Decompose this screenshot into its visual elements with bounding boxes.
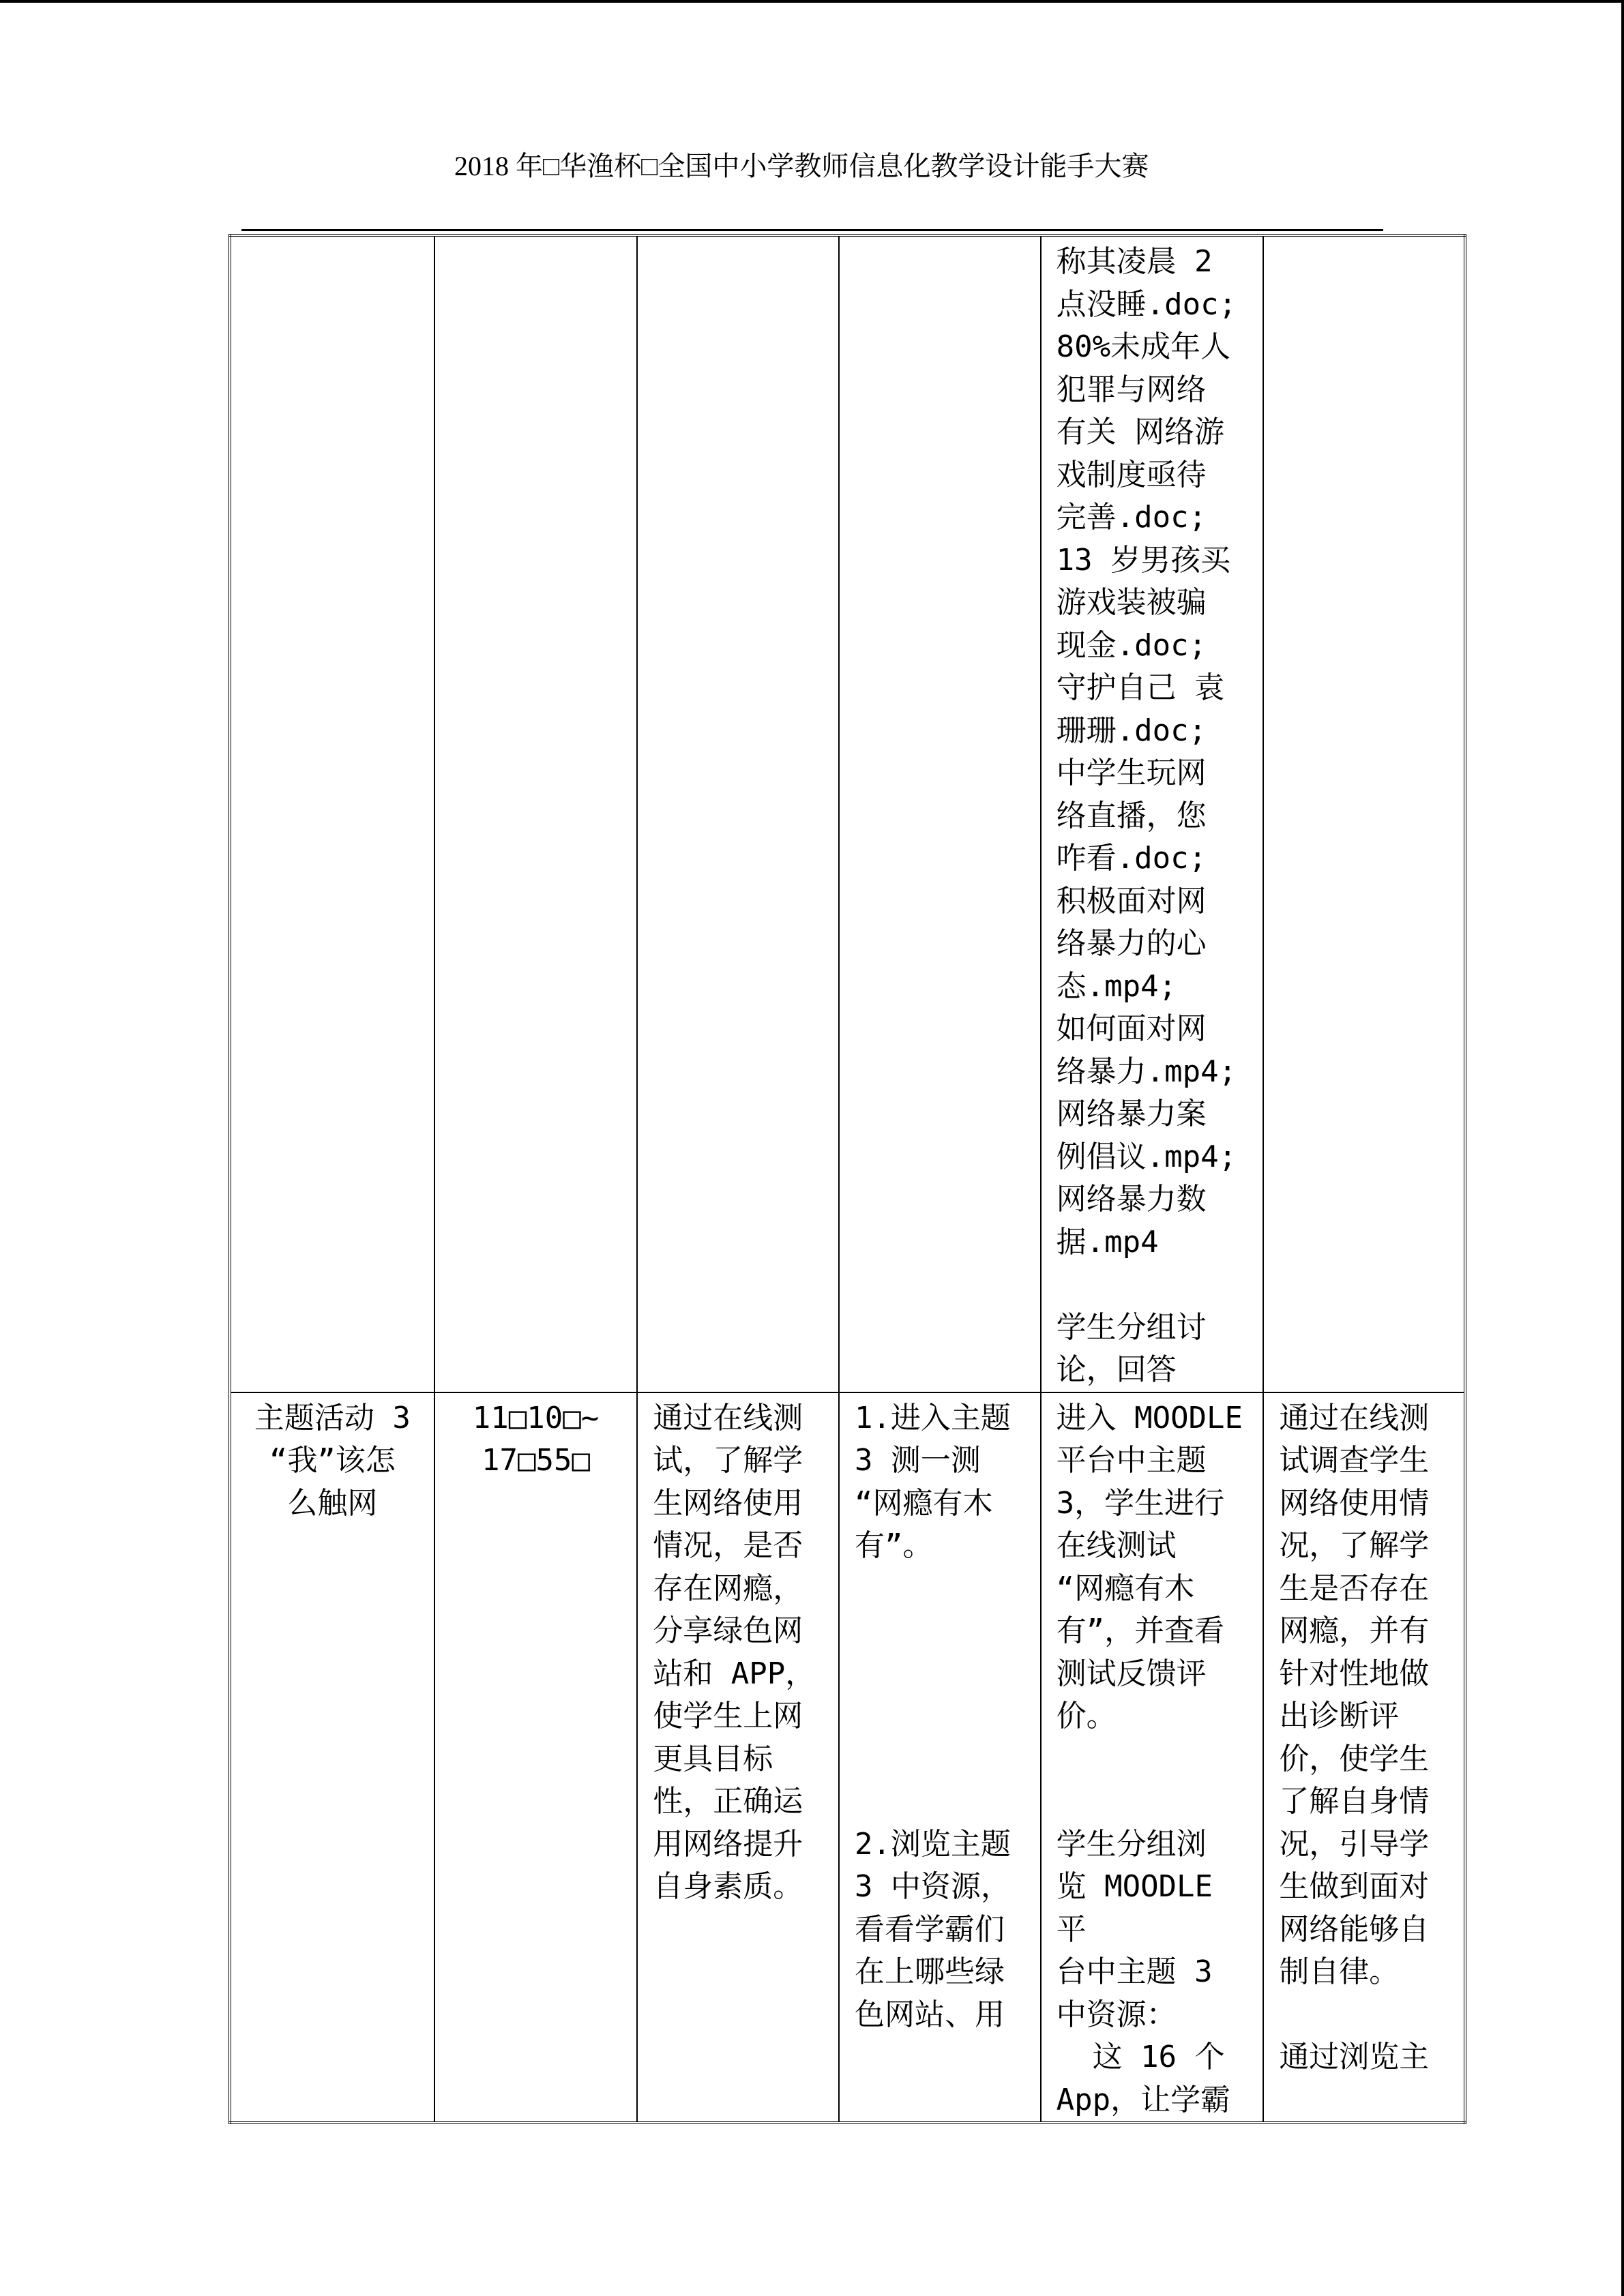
table-cell-time: 11□10□~ 17□55□: [434, 1392, 638, 2123]
table-cell-teacher-activity: [839, 235, 1041, 1392]
table-cell-activity: 主题活动 3 “我”该怎 么触网: [230, 1392, 434, 2123]
table-cell-goal: 通过在线测 试，了解学 生网络使用 情况，是否 存在网瘾， 分享绿色网 站和 APP， 使学生上网 更具目标 性，正确运 用网络提升 自身素质。: [637, 1392, 839, 2123]
table-row: [230, 235, 1465, 1392]
header-title: 2018 年□华渔杯□全国中小学教师信息化教学设计能手大赛: [454, 151, 1149, 181]
header-rule: [241, 229, 1383, 231]
page-top-border: [0, 0, 1624, 3]
table-cell-design-intent: [1263, 235, 1465, 1392]
table-cell-design-intent: 通过在线测 试调查学生 网络使用情 况，了解学 生是否存在 网瘾，并有 针对性地做 出诊断评 价，使学生 了解自身情 况，引导学 生做到面对 网络能够自 制自律。 通过浏览主: [1263, 1392, 1465, 2123]
lesson-plan-table: [228, 234, 1466, 2124]
table-cell-activity: [230, 235, 434, 1392]
table-cell-teacher-activity: 1.进入主题 3 测一测 “网瘾有木 有”。 2.浏览主题 3 中资源， 看看学霸们 在上哪些绿 色网站、用: [839, 1392, 1041, 2123]
table-cell-goal: [637, 235, 839, 1392]
table-row: [230, 1392, 1465, 2123]
table-cell-student-activity: 进入 MOODLE 平台中主题 3，学生进行 在线测试 “网瘾有木 有”，并查看 测试反馈评 价。 学生分组浏 览 MOODLE 平 台中主题 3 中资源： 这 16 个 App，让学霸: [1041, 1392, 1264, 2123]
table-cell-student-activity: 称其凌晨 2 点没睡.doc; 80%未成年人 犯罪与网络 有关 网络游 戏制度亟待 完善.doc; 13 岁男孩买 游戏装被骗 现金.doc; 守护自己 袁 珊珊.doc; 中学生玩网 络直播，您 咋看.doc; 积极面对网 络暴力的心 态.mp4; 如何面对网 络暴力.mp4; 网络暴力案 例倡议.mp4; 网络暴力数 据.mp4 学生分组讨 论，回答: [1041, 235, 1264, 1392]
page-right-border: [1621, 0, 1624, 2296]
table-cell-time: [434, 235, 638, 1392]
